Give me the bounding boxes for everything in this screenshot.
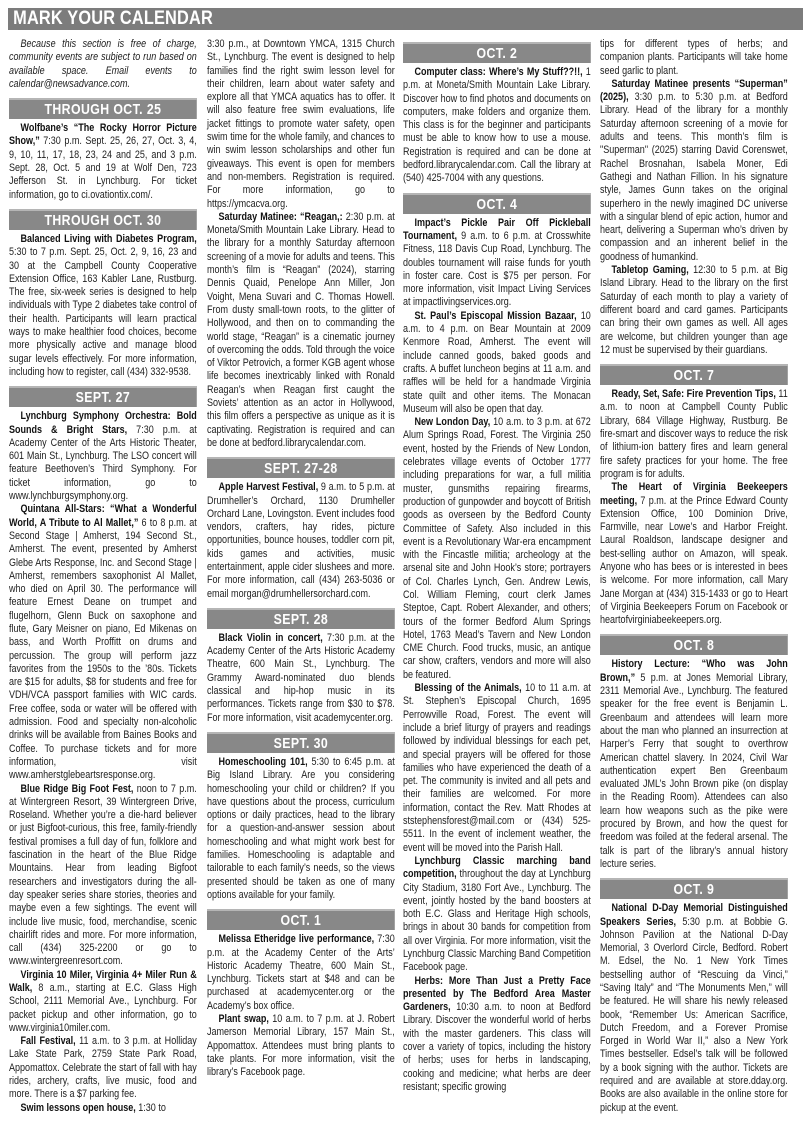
event-details: 7:30 p.m. at the Academy Center of the Arts’ Historic Academy Theatre, 600 Main St., Lynchburg. Tickets start at $48 and can be purchased at academycenter.org or the Academy’s box office. bbox=[207, 933, 395, 1012]
event-listing bbox=[403, 975, 591, 1095]
event-details: 7 p.m. at the Prince Edward County Extension Office, 100 Dominion Drive, Farmville, near Lowe’s and Harbor Freight. Laural Roaldson, landscape designer and best-selling author on Amazon, will speak. Anyone who has bees or is interested in bees is welcome. For more information, call Mary Jane Morgan at (434) 315-1433 or go to Heart of Virginia Beekeepers Forum on Facebook or heartofvirginiabeekeepers.org. bbox=[600, 494, 788, 627]
event-listing bbox=[403, 682, 591, 855]
event-title: St. Paul’s Episcopal Mission Bazaar, bbox=[414, 309, 577, 322]
date-section-header: SEPT. 28 bbox=[207, 608, 395, 629]
event-details: 9 a.m. to 5 p.m. at Drumheller’s Orchard, 1130 Drumheller Orchard Lane, Lovingston. Event includes food vendors, crafters, hay rides, picture opportunities, bounce houses, toddler corn pit, kids games and activities, music entertainment, apple cider slushees and more. For more information, call (434) 263-5036 or email morgan@drumhellersorchard.com. bbox=[207, 481, 395, 600]
event-details: 5:30 p.m. at Bobbie G. Johnson Pavilion at the National D-Day Memorial, 3 Overlord Circle, Bedford. Robert M. Edsel, the No. 1 New York Times bestselling author of “Rescuing da Vinci,” “Saving Italy” and “The Monuments Men,” will be featured. He will share his newly released book, “Remember Us: American Sacrifice, Dutch Freedom, and a Forever Promise Forged in World War II,” also a New York Times bestseller. Edsel’s talk will be followed by a book signing with the author. Tickets are required and are available at store.dday.org. Books are also available in the online store for pickup at the event. bbox=[600, 915, 788, 1114]
event-title: Tabletop Gaming, bbox=[611, 264, 689, 277]
event-details: 1 p.m. at Moneta/Smith Mountain Lake Library. Discover how to find photos and documents on computers, make folders and organize them. This class is for the beginner and participants must be able to know how to use a mouse. Registration is required and can be done at bedford.librarycalendar.com. Call the library at (540) 425-7004 with any questions. bbox=[403, 66, 591, 185]
event-listing bbox=[403, 217, 591, 310]
event-listing-continued bbox=[207, 38, 395, 211]
event-details: 6 to 8 p.m. at Second Stage | Amherst, 194 Second St., Amherst. The event, presented by Amherst Glebe Arts Response, Inc. and Second Stage | Amherst, remembers saxophonist Al Mallet, who died on April 30. The performance will feature Ernest Deane on trumpet and flugelhorn, Glenn Buck on saxophone and flute, Gary Meisner on piano, Ed Mikenas on bass, and Worth Proffitt on drums and percussion. The group will perform jazz favorites from the 1950s to the ’80s. Tickets are $15 for adults, $8 for students and free for VDH/VCA passport families with WIC cards. Free coffee, soda or water will be offered with admission. Food and specialty non-alcoholic drinks will be available from Baines Books and Coffee. To purchase tickets and for more information, visit www.amherstglebeartsresponse.org. bbox=[9, 516, 197, 782]
event-listing bbox=[600, 902, 788, 1115]
calendar-column-2 bbox=[207, 38, 395, 1079]
event-listing bbox=[9, 969, 197, 1035]
event-listing bbox=[207, 1013, 395, 1079]
event-listing bbox=[9, 503, 197, 782]
event-details: 10 to 11 a.m. at St. Stephen’s Episcopal Church, 1695 Perrowville Road, Forest. The event will include a brief liturgy of prayers and readings followed by individual blessings for each pet, and special prayers will be offered for those families who have experienced the death of a pet. The community is invited and all pets and their families are welcomed. For more information, contact the Rev. Matt Rhodes at ststephensforest@mail.com or (434) 525-5511. In the event of inclement weather, the event will be moved into the Parish Hall. bbox=[403, 682, 591, 854]
event-listing bbox=[403, 310, 591, 416]
event-title: National D-Day Memorial Distinguished Speakers Series, bbox=[600, 902, 788, 928]
event-details: 5:30 to 7 p.m. Sept. 25, Oct. 2, 9, 16, 23 and 30 at the Campbell County Cooperative Extension Office, 163 Kabler Lane, Rustburg. The free, six-week series is designed to help individuals with Type 2 diabetes take control of their health. Participants will learn practical ways to make healthier food choices, become more physically active and manage blood sugar levels effectively. For more information, including how to register, call (434) 332-9538. bbox=[9, 246, 197, 378]
event-details: 8 a.m., starting at E.C. Glass High School, 2111 Memorial Ave., Lynchburg. For packet pickup and other information, go to www.virginia10miler.com. bbox=[9, 982, 197, 1034]
event-listing bbox=[600, 481, 788, 627]
date-section-header: SEPT. 27 bbox=[9, 386, 197, 407]
event-listing bbox=[9, 1102, 197, 1115]
event-listing bbox=[207, 481, 395, 601]
event-title: Plant swap, bbox=[218, 1013, 269, 1025]
event-listing bbox=[9, 1035, 197, 1101]
date-section-header: THROUGH OCT. 25 bbox=[9, 98, 197, 119]
date-section-header: OCT. 9 bbox=[600, 878, 788, 899]
event-details: 10 a.m. to 7 p.m. at J. Robert Jamerson Memorial Library, 157 Main St., Appomattox. Attendees must bring plants to take plants. For more information, visit the library’s Facebook page. bbox=[207, 1013, 395, 1079]
event-details: 5 p.m. at Jones Memorial Library, 2311 Memorial Ave., Lynchburg. The featured speaker for the free event is Benjamin L. Greenbaum and attendees will learn more about the man who planned an insurrection at Harper’s Ferry that sought to overthrow American chattel slavery. In 2024, Civil War authentication expert Ben Greenbaum evaluated JML’s John Brown pike (on display in the Reading Room). Attendees can also learn how weapons such as the pike were procured by Brown, and how the quest for freedom was foiled at the federal arsenal. The talk is part of the library’s annual history lecture series. bbox=[600, 671, 788, 870]
date-section-header: OCT. 4 bbox=[403, 193, 591, 214]
event-listing bbox=[600, 658, 788, 871]
event-title: Black Violin in concert, bbox=[218, 631, 323, 644]
event-details: 5:30 to 6:45 p.m. at Big Island Library. Are you considering homeschooling your child or children? If you have questions about the process, curriculum options or daily practices, head to the library for a question-and-answer session about homeschooling and what might work best for families. Homeschooling is adaptable and tailorable to each family’s needs, so the views presented should be taken as one of many options available for your family. bbox=[207, 755, 395, 901]
event-title: Lynchburg Classic marching band competition, bbox=[403, 854, 591, 881]
event-details: 7:30 p.m. at Academy Center of the Arts Historic Theater, 601 Main St., Lynchburg. The LSO concert will feature Beethoven’s Third Symphony. For ticket information, go to www.lynchburgsymphony.org. bbox=[9, 423, 197, 503]
event-title: History Lecture: “Who was John Brown,” bbox=[600, 658, 788, 684]
event-listing bbox=[600, 264, 788, 357]
event-listing bbox=[9, 783, 197, 969]
event-title: Homeschooling 101, bbox=[218, 755, 308, 768]
event-details: 7:30 p.m. at the Academy Center of the Arts Historic Academy Theatre, 600 Main St., Lynchburg. The Grammy Award-nominated duo blends classical and hip-hop music in its performances. Tickets range from $30 to $78. For more information, visit academycenter.org. bbox=[207, 631, 395, 724]
event-title: Fall Festival, bbox=[20, 1035, 76, 1048]
date-section-header: THROUGH OCT. 30 bbox=[9, 209, 197, 230]
section-masthead bbox=[8, 8, 803, 30]
event-listing bbox=[207, 632, 395, 725]
event-details: 7:30 p.m. Sept. 25, 26, 27, Oct. 3, 4, 9, 10, 11, 17, 18, 23, 24 and 25, and 3 p.m. Sept. 28, Oct. 5 and 19 at Wolf Den, 723 Jefferson St. in Lynchburg. For ticket information, go to ci.ovationtix.com/. bbox=[9, 135, 197, 201]
calendar-intro-note: Because this section is free of charge, community events are subject to run based on available space. Email events to calendar@newsadvance.com. bbox=[9, 38, 197, 90]
calendar-column-1 bbox=[9, 38, 197, 1115]
calendar-column-3 bbox=[403, 38, 591, 1094]
event-title: Balanced Living with Diabetes Program, bbox=[20, 232, 197, 245]
event-title: Saturday Matinee presents “Superman” (2025), bbox=[600, 77, 788, 104]
event-listing bbox=[9, 233, 197, 379]
event-details: 11 a.m. to 3 p.m. at Holliday Lake State Park, 2759 State Park Road, Appomattox. Celebrate the start of fall with hay rides, archery, crafts, live music, food and more. There is a $7 parking fee. bbox=[9, 1035, 197, 1101]
event-title: Swim lessons open house, bbox=[20, 1101, 136, 1114]
calendar-column-4 bbox=[600, 38, 788, 1115]
event-details: 10 a.m. to 3 p.m. at 672 Alum Springs Road, Forest. The Virginia 250 event, hosted by the Friends of New London, celebrates village events of October 1777 including preparations for war, a full militia muster, gunsmiths repairing firearms, production of gunpowder and boycott of British goods as overseen by the Bedford County Committee of Safety. Also included in this event is a Revolutionary War-era encampment with the Fincastle militia; archeology at the arsenal site and John Hook’s store; portrayers of Col. Charles Lynch, Gen. Andrew Lewis, Col. William Fleming, court clerk James Steptoe, Capt. Robert Alexander, and others; tours of the former Bedford Alum Springs Hotel, 1763 Mead’s Tavern and New London CME Church. Food trucks, music, an antique car show, crafters, vendors and more will also be featured. bbox=[403, 416, 591, 681]
event-details: tips for different types of herbs; and companion plants. Participants will take home seed garlic to plant. bbox=[600, 38, 788, 77]
event-details: 2:30 p.m. at Moneta/Smith Mountain Lake Library. Head to the library for a monthly Saturday afternoon screening of a movie for adults and teens. This month’s film is “Reagan” (2024), starring Dennis Quaid, Penelope Ann Miller, Jon Voight, Mena Suvari and C. Thomas Howell. From dusty small-town roots, to the glitter of Hollywood, and then on to commanding the world stage, “Reagan” is a cinematic journey of overcoming the odds. Told through the voice of Viktor Petrovich, a former KGB agent whose life becomes inextricably linked with Ronald Reagan’s when Reagan first caught the Soviets’ attention as an actor in Hollywood, this film offers a perspective as unique as it is captivating. Registration is required and can be done at bedford.librarycalendar.com. bbox=[207, 210, 395, 449]
date-section-header: OCT. 7 bbox=[600, 364, 788, 385]
event-title: Wolfbane’s “The Rocky Horror Picture Show,” bbox=[9, 122, 197, 148]
event-title: Ready, Set, Safe: Fire Prevention Tips, bbox=[611, 388, 776, 401]
event-details: throughout the day at Lynchburg City Stadium, 3180 Fort Ave., Lynchburg. The event, jointly hosted by the band boosters at both E.C. Glass and Heritage High schools, brings in about 30 bands for competition from all over Virginia. For more information, visit the Lynchburg Classic Marching Band Competition Facebook page. bbox=[403, 868, 591, 974]
date-section-header: OCT. 2 bbox=[403, 42, 591, 63]
event-listing bbox=[207, 933, 395, 1013]
event-details: 3:30 p.m., at Downtown YMCA, 1315 Church St., Lynchburg. The event is designed to help families find the right swim lesson level for their children, learn about water safety and explore all that YMCA aquatics has to offer. It will also feature free swim evaluations, life jacket fittings to promote water safety, open swim time for the whole family, and chances to win swim lesson scholarships and other fun giveaways. This event is open for members and non-members. Registration is required. For more information, go to https://ymcacva.org. bbox=[207, 38, 395, 210]
event-title: Quintana All-Stars: “What a Wonderful World, A Tribute to Al Mallet,” bbox=[9, 503, 197, 529]
date-section-header: SEPT. 30 bbox=[207, 732, 395, 753]
event-listing bbox=[207, 211, 395, 450]
masthead-title: MARK YOUR CALENDAR bbox=[13, 8, 213, 29]
event-details: 9 a.m. to 6 p.m. at Crosswhite Fitness, 118 Davis Cup Road, Lynchburg. The doubles tournament will raise funds for youth in foster care. Cost is $75 per person. For more information, visit Impact Living Services at impactlivingservices.org. bbox=[403, 229, 591, 309]
date-section-header: OCT. 1 bbox=[207, 909, 395, 930]
event-title: Blessing of the Animals, bbox=[414, 682, 522, 695]
event-title: Herbs: More Than Just a Pretty Face presented by The Bedford Area Master Gardeners, bbox=[403, 974, 591, 1014]
event-listing bbox=[207, 756, 395, 902]
event-listing bbox=[600, 78, 788, 264]
event-title: Apple Harvest Festival, bbox=[218, 481, 319, 494]
event-listing bbox=[403, 66, 591, 186]
event-listing bbox=[600, 388, 788, 481]
event-details: 10:30 a.m. to noon at Bedford Library. Discover the wonderful world of herbs with the master gardeners. This class will cover a variety of topics, including the history of herbs; uses for herbs in landscaping, cooking and medicine; what herbs are deer resistant; specific growing bbox=[403, 1001, 591, 1093]
event-listing bbox=[403, 855, 591, 975]
event-details: 10 a.m. to 4 p.m. on Bear Mountain at 2009 Kenmore Road, Amherst. The event will include canned goods, baked goods and crafts. A buffet luncheon begins at 11 a.m. and raffles will be held for a handmade Virginia state quilt and other items. The Monacan Museum will also be open that day. bbox=[403, 309, 591, 415]
event-details: 1:30 to bbox=[135, 1101, 166, 1114]
event-listing bbox=[403, 416, 591, 682]
event-title: Melissa Etheridge live performance, bbox=[218, 933, 375, 946]
event-listing bbox=[9, 410, 197, 503]
event-title: Saturday Matinee: “Reagan,: bbox=[218, 210, 343, 223]
event-details: 12:30 to 5 p.m. at Big Island Library. Head to the library on the first Saturday of each month to play a variety of different board and card games. Participants can bring their own games as well. All ages are welcome, but children younger than age 12 must be supervised by their guardians. bbox=[600, 264, 788, 356]
event-details: 3:30 p.m. to 5:30 p.m. at Bedford Library. Head of the library for a monthly Saturday afternoon screening of a movie for adults and teens. This month’s film is "Superman" (2025) starring David Corenswet, Rachel Brosnahan, Isabela Moner, Edi Gathegi and Nathan Fillion. In his signature style, James Gunn takes on the original superhero in the newly imagined DC universe with a singular blend of epic action, humor and heart, delivering a Superman who’s driven by compassion and an inherent belief in the goodness of humankind. bbox=[600, 91, 788, 263]
event-title: Blue Ridge Big Foot Fest, bbox=[20, 782, 134, 795]
event-title: Virginia 10 Miler, Virginia 4+ Miler Run & Walk, bbox=[9, 968, 197, 994]
event-details: 11 a.m. to noon at Campbell County Public Library, 684 Village Highway, Rustburg. Be fire-smart and discover ways to reduce the risk of lithium-ion battery fires and learn general fire safety practices for your home. The free program is for adults. bbox=[600, 388, 788, 480]
date-section-header: OCT. 8 bbox=[600, 634, 788, 655]
event-title: Lynchburg Symphony Orchestra: Bold Sounds & Bright Stars, bbox=[9, 410, 197, 436]
event-title: Impact’s Pickle Pair Off Pickleball Tournament, bbox=[403, 216, 591, 242]
event-title: New London Day, bbox=[414, 416, 491, 429]
event-listing bbox=[9, 122, 197, 202]
event-details: noon to 7 p.m. at Wintergreen Resort, 39 Wintergreen Drive, Roseland. Whether you’re a die-hard believer or just Bigfoot-curious, this free, family-friendly festival promises a full day of fun, folklore and fascination in the heart of the Blue Ridge Mountains. Hear from leading Bigfoot researchers and investigators during the all-day speaker series share stories, theories and maybe even a few sightings. The event will include live music, food, merchandise, scenic chairlift rides and more. For more information, call (434) 325-2200 or go to www.wintergreenresort.com. bbox=[9, 782, 197, 968]
event-listing-continued bbox=[600, 38, 788, 78]
date-section-header: SEPT. 27-28 bbox=[207, 457, 395, 478]
event-title: Computer class: Where’s My Stuff??!!, bbox=[414, 66, 583, 78]
event-title: The Heart of Virginia Beekeepers meeting, bbox=[600, 481, 788, 507]
